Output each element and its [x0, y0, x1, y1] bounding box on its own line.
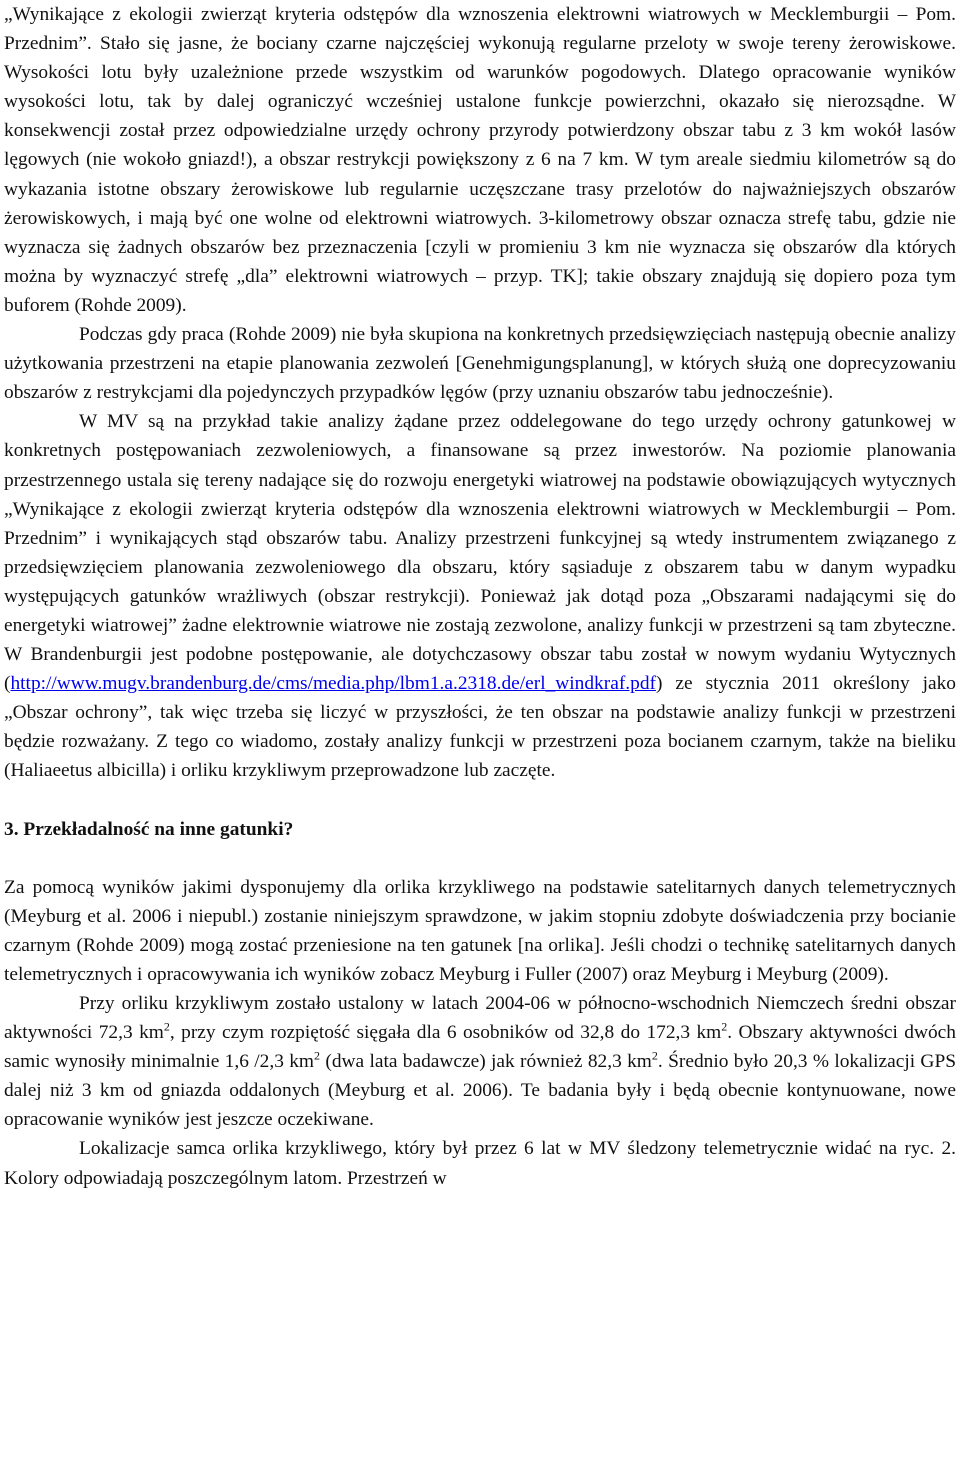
guidelines-link[interactable]: http://www.mugv.brandenburg.de/cms/media.php/lbm1.a.2318.de/erl_windkraf.pdf — [10, 673, 656, 695]
section-heading: 3. Przekładalność na inne gatunki? — [4, 818, 294, 840]
paragraph-activity-area — [4, 989, 956, 1134]
paragraph-text: . Średnio było 20,3 % lokalizacji GPS dalej niż 3 km od gniazda oddalonych (Meyburg et al. 2006). Te badania były i będą obecnie kontynuowane, nowe opracowanie wyników jest jeszcze oczekiwane. — [4, 1051, 957, 1131]
superscript: 2 — [721, 1019, 728, 1034]
superscript: 2 — [314, 1048, 321, 1063]
superscript: 2 — [163, 1019, 170, 1034]
paragraph-mv-analyses — [4, 407, 956, 785]
superscript: 2 — [651, 1048, 658, 1063]
paragraph-criteria-tabu-zone: „Wynikające z ekologii zwierząt kryteria odstępów dla wznoszenia elektrowni wiatrowych w Mecklemburgii – Pom. Przednim”. Stało się jasne, że bociany czarne najczęściej wykonują regularne przeloty w swoje tereny żerowiskowe. Wysokości lotu były uzależnione przede wszystkim od warunków pogodowych. Dlatego opracowanie wyników wysokości lotu, tak by dalej ograniczyć wcześniej ustalone funkcje powierzchni, okazało się nierozsądne. W konsekwencji został przez odpowiedzialne urzędy ochrony przyrody potwierdzony obszar tabu z 3 km wokół lasów lęgowych (nie wokoło gniazd!), a obszar restrykcji powiększony z 6 na 7 km. W tym areale siedmiu kilometrów są do wykazania istotne obszary żerowiskowe lub regularnie uczęszczane trasy przelotów do najważniejszych obszarów żerowiskowych, i mają być one wolne od elektrowni wiatrowych. 3-kilometrowy obszar oznacza strefę tabu, gdzie nie wyznacza się żadnych obszarów bez przeznaczenia [czyli w promieniu 3 km nie wyznacza się obszarów dla których można by wyznaczyć strefę „dla” elektrowni wiatrowych – przyp. TK]; takie obszary znajdują się dopiero poza tym buforem (Rohde 2009). — [4, 4, 956, 316]
paragraph-text: . Obszary aktywności dwóch samic wynosiły minimalnie 1,6 /2,3 km — [4, 1022, 956, 1073]
paragraph-text: , przy czym rozpiętość sięgała dla 6 osobników od 32,8 do 172,3 km — [169, 1022, 722, 1044]
paragraph-text: Przy orliku krzykliwym zostało ustalony w latach 2004-06 w północno-wschodnich Niemczech średni obszar aktywności 72,3 km — [4, 993, 956, 1044]
paragraph-text: (dwa lata badawcze) jak również 82,3 km — [320, 1051, 652, 1073]
paragraph-satellite-telemetry: Za pomocą wyników jakimi dysponujemy dla orlika krzykliwego na podstawie satelitarnych danych telemetrycznych (Meyburg et al. 2006 i niepubl.) zostanie niniejszym sprawdzone, w jakim stopniu zdobyte doświadczenia przy bocianie czarnym (Rohde 2009) mogą zostać przeniesione na ten gatunek [na orlika]. Jeśli chodzi o technikę satelitarnych danych telemetrycznych i opracowywania ich wyników zobacz Meyburg i Fuller (2007) oraz Meyburg i Meyburg (2009). — [4, 876, 956, 985]
paragraph-permit-planning: Podczas gdy praca (Rohde 2009) nie była skupiona na konkretnych przedsięwzięciach następują obecnie analizy użytkowania przestrzeni na etapie planowania zezwoleń [Genehmigungsplanung], w których służą one doprecyzowaniu obszarów z restrykcjami dla pojedynczych przypadków lęgów (przy uznaniu obszarów tabu jednocześnie). — [4, 324, 956, 404]
paragraph-text: W MV są na przykład takie analizy żądane przez oddelegowane do tego urzędy ochrony gatunkowej w konkretnych postępowaniach zezwoleniowych, a finansowane są przez inwestorów. Na poziomie planowania przestrzennego ustala się tereny nadające się do rozwoju energetyki wiatrowej na podstawie obowiązujących wytycznych „Wynikające z ekologii zwierząt kryteria odstępów dla wznoszenia elektrowni wiatrowych w Mecklemburgii – Pom. Przednim” i wynikających stąd obszarów tabu. Analizy przestrzeni funkcyjnej są wtedy instrumentem związanego z przedsięwzięciem planowania zezwoleniowego dla obszaru, który sąsiaduje z obszarem tabu w danym wypadku występujących gatunków wrażliwych (obszar restrykcji). Ponieważ jak dotąd poza „Obszarami nadającymi się do energetyki wiatrowej” żadne elektrownie wiatrowe nie zostają zezwolone, analizy funkcji w przestrzeni są tam zbyteczne. W Brandenburgii jest podobne postępowanie, ale dotychczasowy obszar tabu został w nowym wydaniu Wytycznych ( — [4, 411, 956, 695]
paragraph-text: ) ze stycznia 2011 określony jako „Obszar ochrony”, tak więc trzeba się liczyć w przyszłości, że ten obszar na podstawie analizy funkcji w przestrzeni będzie rozważany. Z tego co wiadomo, zostały analizy funkcji w przestrzeni poza bocianem czarnym, także na bieliku (Haliaeetus albicilla) i orliku krzykliwym przeprowadzone lub zaczęte. — [4, 673, 956, 782]
paragraph-male-localizations: Lokalizacje samca orlika krzykliwego, który był przez 6 lat w MV śledzony telemetrycznie widać na ryc. 2. Kolory odpowiadają poszczególnym latom. Przestrzeń w — [4, 1138, 956, 1189]
